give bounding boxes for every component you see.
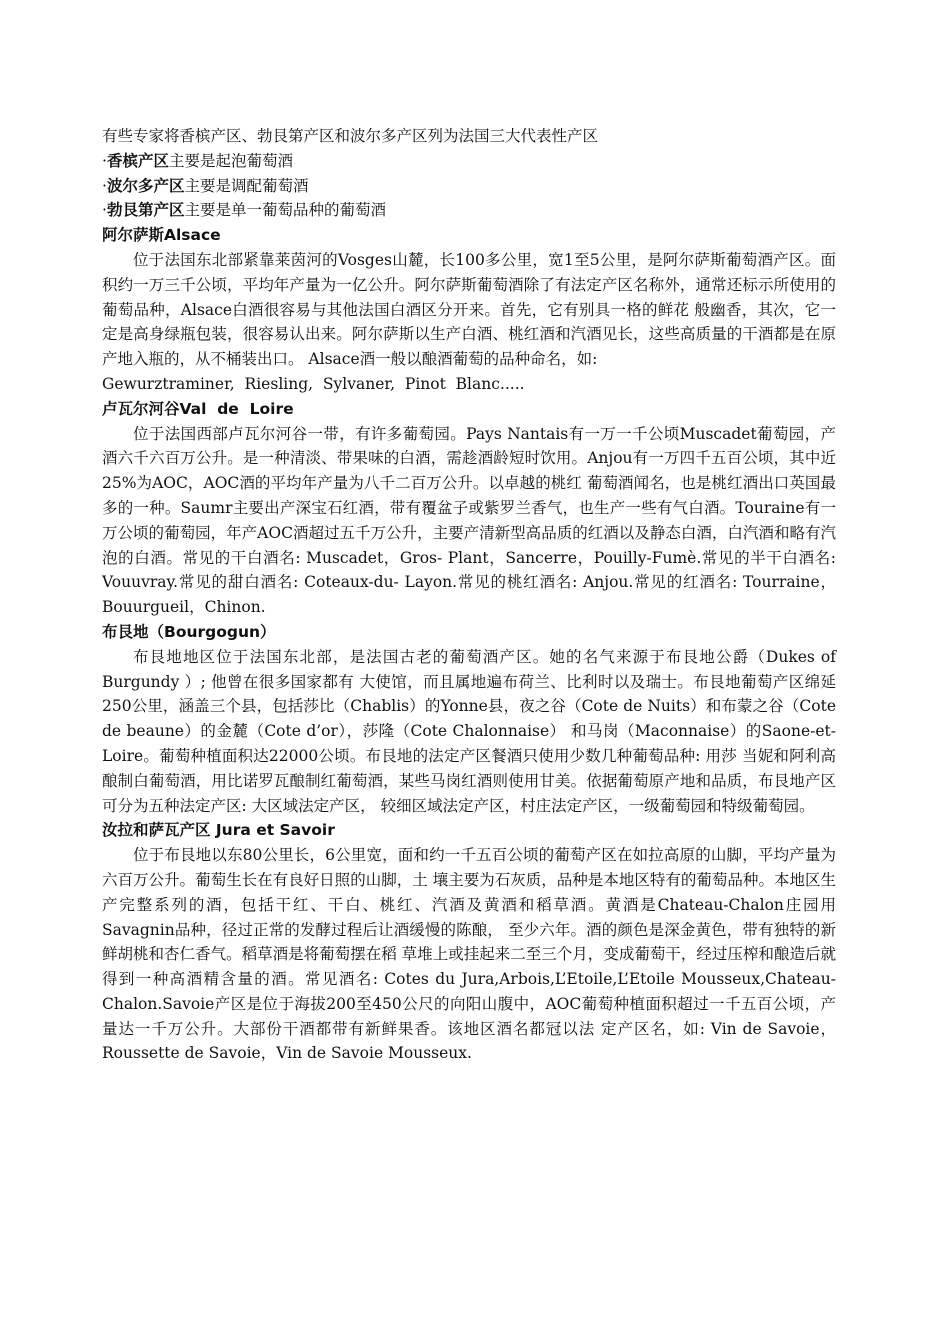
- bullet-title: 波尔多产区: [106, 176, 185, 195]
- bullet-desc: 主要是调配葡萄酒: [184, 176, 309, 195]
- section-body-loire: 位于法国西部卢瓦尔河谷一带，有许多葡萄园。Pays Nantais有一万一千公顷Muscadet葡萄园，产酒六千六百万公升。是一种清淡、带果味的白酒，需趁酒龄短时饮用。Anjou有一万四千五百公顷，其中近25%为AOC，AOC酒的平均年产量为八千二百万公升。以卓越的桃红 葡萄酒闻名，也是桃红酒出口英国最多的一种。Saumr主要出产深宝石红酒，带有覆盆子或紫罗兰香气，也生产一些有气白酒。Touraine有一万公顷的葡萄园，年产AOC酒超过五千万公升，主要产清新型高品质的红酒以及静态白酒，白汽酒和略有汽泡的白酒。常见的干白酒名: Muscadet，Gros- Plant，Sancerre，Pouilly-Fumè.常见的半干白酒名: Vouuvray.常见的甜白酒名: Coteaux-du- Layon.常见的桃红酒名: Anjou.常见的红酒名: Tourraine，Bouurgueil，Chinon.: [102, 424, 836, 617]
- bullet-title: 勃艮第产区: [106, 201, 185, 220]
- bullet-mark: ·: [102, 176, 107, 195]
- bullet-desc: 主要是单一葡萄品种的葡萄酒: [184, 201, 386, 220]
- section-body-jura-savoie: 位于布艮地以东80公里长，6公里宽，面和约一千五百公顷的葡萄产区在如拉高原的山脚，平均产量为六百万公升。葡萄生长在有良好日照的山脚，土 壤主要为石灰质，品种是本地区特有的葡萄品种。本地区生产完整系列的酒，包括干红、干白、桃红、汽酒及黄酒和稻草酒。黄酒是Chateau-Chalon庄园用Savagnin品种，径过正常的发酵过程后让酒缓慢的陈酿， 至少六年。酒的颜色是深金黄色，带有独特的新鲜胡桃和杏仁香气。稻草酒是将葡萄摆在稻 草堆上或挂起来二至三个月，变成葡萄干，经过压榨和酿造后就得到一种高酒精含量的酒。常见酒名: Cotes du Jura,Arbois,L’Etoile,L’Etoile Mousseux,Chateau-Chalon.Savoie产区是位于海拔200至450公尺的向阳山腹中，AOC葡萄种植面积超过一千五百公顷，产量达一千万公升。大部份干酒都带有新鲜果香。该地区酒名都冠以法 定产区名，如: Vin de Savoie，Roussette de Savoie，Vin de Savoie Mousseux.: [102, 846, 836, 1063]
- section-heading-jura-savoie: 汝拉和萨瓦产区 Jura et Savoir: [102, 821, 335, 840]
- bullet-desc: 主要是起泡葡萄酒: [168, 151, 293, 170]
- bullet-mark: ·: [102, 201, 107, 220]
- section-heading-alsace: 阿尔萨斯Alsace: [102, 226, 221, 245]
- section-heading-bourgogne: 布艮地（Bourgogun）: [102, 622, 276, 641]
- bullet-champagne: [102, 149, 836, 174]
- bullet-mark: ·: [102, 151, 107, 170]
- intro-text: 有些专家将香槟产区、勃艮第产区和波尔多产区列为法国三大代表性产区: [102, 127, 599, 145]
- section-heading-loire: 卢瓦尔河谷Val de Loire: [102, 399, 294, 418]
- section-body-alsace: 位于法国东北部紧靠莱茵河的Vosges山麓，长100多公里，宽1至5公里，是阿尔萨斯葡萄酒产区。面积约一万三千公顷，平均年产量为一亿公升。阿尔萨斯葡萄酒除了有法定产区名称外，通常还标示所使用的葡萄品种，Alsace白酒很容易与其他法国白酒区分开来。首先，它有别具一格的鲜花 般幽香，其次，它一定是高身绿瓶包装，很容易认出来。阿尔萨斯以生产白酒、桃红酒和汽酒见长，这些高质量的干酒都是在原产地入瓶的，从不桶装出口。 Alsace酒一般以酿酒葡萄的品种命名，如:: [102, 250, 836, 369]
- section-tail-alsace: Gewurztraminer, Riesling, Sylvaner, Pinot Blanc.....: [102, 374, 525, 393]
- document-page: [102, 124, 836, 1066]
- bullet-title: 香槟产区: [106, 151, 169, 170]
- bullet-bordeaux: [102, 174, 836, 199]
- section-body-bourgogne: 布艮地地区位于法国东北部，是法国古老的葡萄酒产区。她的名气来源于布艮地公爵（Dukes of Burgundy ）; 他曾在很多国家都有 大使馆，而且属地遍布荷兰、比利时以及瑞士。布艮地葡萄产区绵延250公里，涵盖三个县，包括莎比（Chablis）的Yonne县，夜之谷（Cote de Nuits）和布蒙之谷（Cote de beaune）的金麓（Cote d’or），莎隆（Cote Chalonnaise） 和马岗（Maconnaise）的Saone-et-Loire。葡萄种植面积达22000公顷。布艮地的法定产区餐酒只使用少数几种葡萄品种: 用莎 当妮和阿利高酿制白葡萄酒，用比诺罗瓦酿制红葡萄酒，某些马岗红酒则使用甘美。依据葡萄原产地和品质，布艮地产区可分为五种法定产区: 大区域法定产区， 较细区域法定产区，村庄法定产区，一级葡萄园和特级葡萄园。: [102, 647, 836, 815]
- bullet-burgundy: [102, 198, 836, 223]
